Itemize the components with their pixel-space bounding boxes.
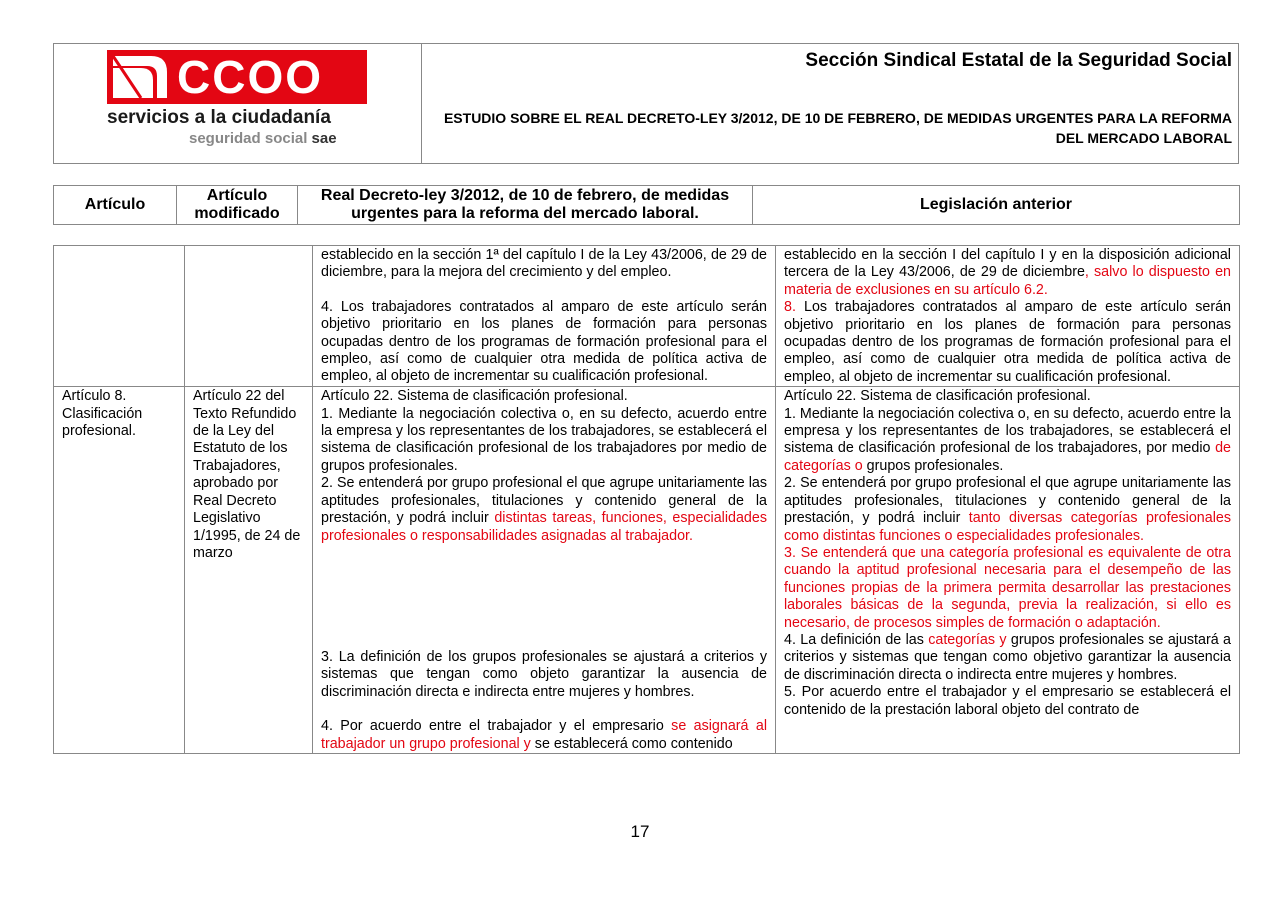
new-text-b: 4. Los trabajadores contratados al amparo de este artículo serán objetivo prioritario en los planes de formación para personas ocupadas dentro de los programas de formación profesional para el empleo, así como de cualquier otra medida de política activa de empleo, al objeto de incrementar su cualificación profesional. [321,298,767,385]
document-header [53,43,1239,164]
ccoo-emblem-icon [111,54,169,100]
old-paragraph-3: 3. Se entenderá que una categoría profesional es equivalente de otra cuando la aptitud profesional necesaria para el desempeño de las funciones propias de la primera permita desarrollar las prestaciones laborales básicas de la segunda, previa la realización, si ello es necesario, de procesos simples de formación o adaptación. [784,544,1231,631]
ccoo-logo [107,50,367,104]
old-p2-changed: tanto diversas categorías profesionales como distintas funciones o especialidades profesionales. [784,510,1231,544]
col-real-decreto: Real Decreto-ley 3/2012, de 10 de febrero, de medidas urgentes para la reforma del mercado laboral. [298,186,753,225]
cell-modificado [185,246,313,387]
new-text-a: establecido en la sección 1ª del capítulo I de la Ley 43/2006, de 29 de diciembre, para la mejora del crecimiento y del empleo. [321,247,767,281]
comparison-table [53,245,1240,754]
new-paragraph-3: 3. La definición de los grupos profesionales se ajustará a criterios y sistemas que tengan como objeto garantizar la ausencia de discriminación directa e indirecta entre mujeres y hombres. [321,648,767,700]
logo-letters: CCOO [177,51,323,103]
logo-cell [54,44,422,163]
logo-subtagline-b: sae [311,130,337,147]
old-paragraph-5: 5. Por acuerdo entre el trabajador y el empresario se establecerá el contenido de la prestación laboral objeto del contrato de [784,684,1231,718]
new-p4-end: se establecerá como contenido [530,735,733,752]
cell-new-text [313,246,776,387]
col-legislacion-anterior: Legislación anterior [753,186,1240,225]
new-p2-changed: distintas tareas, funciones, especialidades profesionales o responsabilidades asignadas al trabajador. [321,510,767,544]
new-paragraph-1: 1. Mediante la negociación colectiva o, en su defecto, acuerdo entre la empresa y los representantes de los trabajadores, se establecerá el sistema de clasificación profesional de los trabajadores por medio de grupos profesionales. [321,405,767,474]
table-row [54,246,1240,387]
new-p4-plain: 4. Por acuerdo entre el trabajador y el empresario [321,718,672,735]
old-text-a [784,247,1231,299]
column-header-table [53,185,1240,225]
col-articulo-modificado: Artículo modificado [177,186,298,225]
new-p2-plain: 2. Se entenderá por grupo profesional el que agrupe unitariamente las aptitudes profesionales, titulaciones y contenido general de la prestación, y podrá incluir [321,475,767,527]
old-p4-end: grupos profesionales se ajustará a criterios y sistemas que tengan como objetivo garantizar la ausencia de discriminación directa o indirecta entre mujeres y hombres. [784,631,1231,683]
logo-tagline: servicios a la ciudadanía [107,107,331,128]
logo-subtagline-a: seguridad social [189,130,308,147]
cell-new-text [313,387,776,754]
cell-articulo: Artículo 8. Clasificación profesional. [54,387,185,754]
old-text-b-changed: 8. [784,299,796,316]
old-paragraph-4 [784,632,1231,684]
old-paragraph-1 [784,406,1231,476]
old-p1-end: grupos profesionales. [862,457,1004,474]
new-p4-changed: se asignará al trabajador un grupo profesional y [321,718,768,752]
section-title: Sección Sindical Estatal de la Seguridad Social [805,50,1232,71]
old-p4-plain: 4. La definición de las [784,631,929,648]
table-row [54,387,1240,754]
old-text-a-plain: establecido en la sección I del capítulo I y en la disposición adicional tercera de la Ley 43/2006, de 29 de diciembre [784,247,1231,281]
old-p1-plain: 1. Mediante la negociación colectiva o, en su defecto, acuerdo entre la empresa y los representantes de los trabajadores, se establecerá el sistema de clasificación profesional de los trabajadores, por medio [784,405,1231,457]
logo-subtagline [189,130,337,147]
old-text-a-changed: , salvo lo dispuesto en materia de exclusiones en su artículo 6.2. [784,264,1231,298]
study-subtitle: ESTUDIO SOBRE EL REAL DECRETO-LEY 3/2012, DE 10 DE FEBRERO, DE MEDIDAS URGENTES PARA LA REFORMA DEL MERCADO LABORAL [443,110,1232,146]
new-paragraph-4 [321,718,767,753]
old-p4-changed: categorías y [928,631,1007,648]
old-p2-plain: 2. Se entenderá por grupo profesional el que agrupe unitariamente las aptitudes profesionales, titulaciones y contenido general de la prestación, y podrá incluir [784,475,1231,527]
col-articulo: Artículo [54,186,177,225]
cell-modificado: Artículo 22 del Texto Refundido de la Ley del Estatuto de los Trabajadores, aprobado por Real Decreto Legislativo 1/1995, de 24 de marzo [185,387,313,754]
old-text-b [784,299,1231,386]
new-article-title: Artículo 22. Sistema de clasificación profesional. [321,388,628,405]
new-paragraph-2 [321,475,767,545]
old-article-title: Artículo 22. Sistema de clasificación profesional. [784,388,1091,405]
page-number: 17 [630,822,650,841]
old-paragraph-2 [784,475,1231,545]
cell-articulo [54,246,185,387]
old-text-b-plain: Los trabajadores contratados al amparo de este artículo serán objetivo prioritario en los planes de formación para personas ocupadas dentro de los programas de formación profesional para el empleo, así como de cualquier otra medida de política activa de empleo, al objeto de incrementar su cualificación profesional. [784,299,1231,385]
cell-old-text [776,246,1240,387]
cell-old-text [776,387,1240,754]
old-p1-changed: de categorías o [784,440,1231,474]
